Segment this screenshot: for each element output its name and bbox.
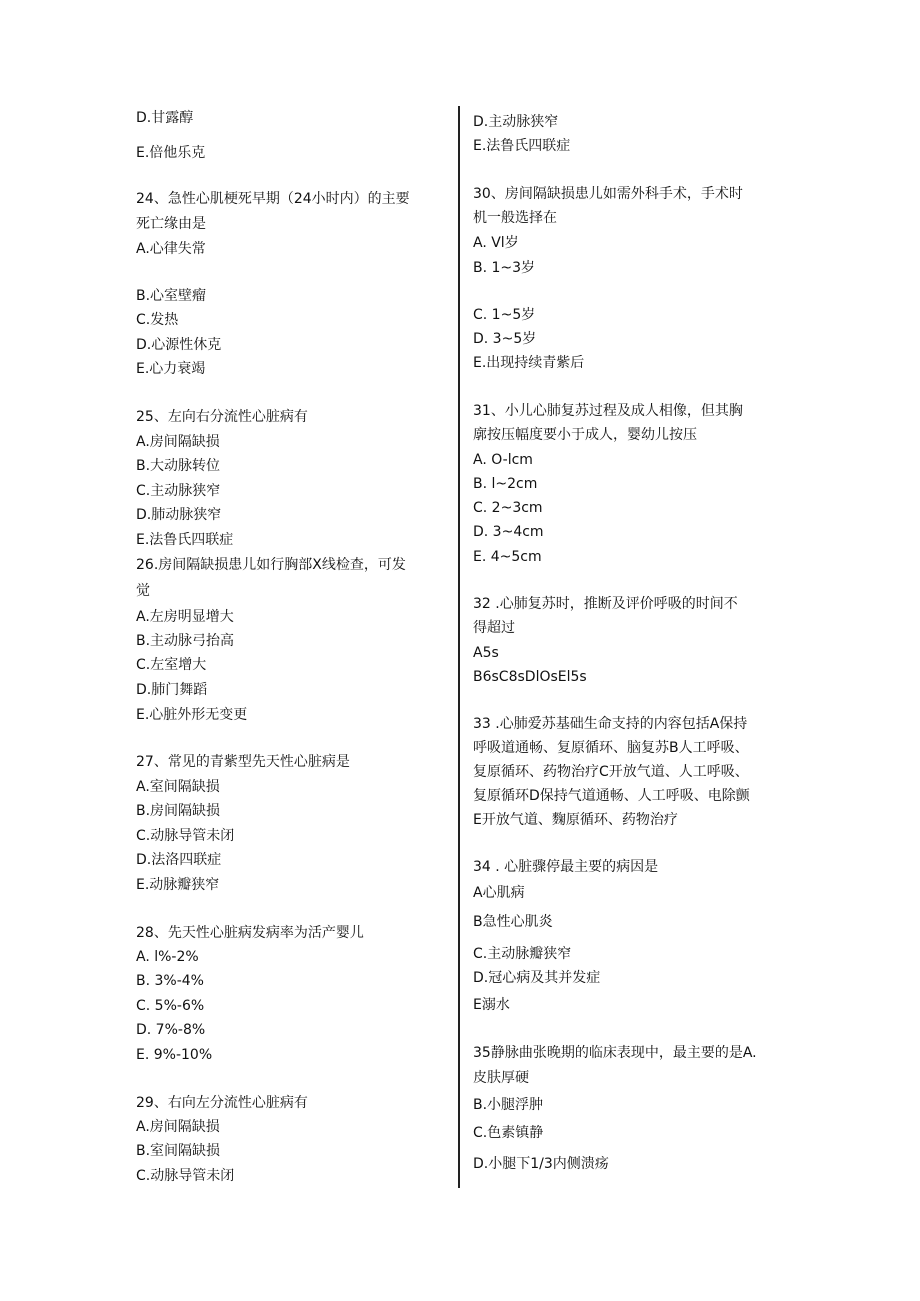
text-line: 廓按压幅度要小于成人，婴幼儿按压 <box>473 427 697 443</box>
text-line: 死亡缘由是 <box>136 216 206 232</box>
text-line: A. l%-2% <box>136 949 199 965</box>
text-line: B.小腿浮肿 <box>473 1097 544 1113</box>
text-line: C. 1~5岁 <box>473 307 536 323</box>
text-line: A.心律失常 <box>136 241 206 257</box>
text-line: E.出现持续青紫后 <box>473 355 585 371</box>
text-line: 皮肤厚硬 <box>473 1070 529 1086</box>
text-line: D. 7%-8% <box>136 1022 206 1038</box>
text-line: E. 4~5cm <box>473 549 542 565</box>
text-line: 33 .心肺爱苏基础生命支持的内容包括A保持 <box>473 716 748 732</box>
text-line: A.室间隔缺损 <box>136 779 220 795</box>
text-line: B6sC8sDlOsEl5s <box>473 669 587 685</box>
text-line: B.室间隔缺损 <box>136 1143 221 1159</box>
text-line: B.主动脉弓抬高 <box>136 633 235 649</box>
text-line: D.肺动脉狭窄 <box>136 507 222 523</box>
text-line: E溺水 <box>473 997 510 1013</box>
column-divider <box>458 106 460 1188</box>
text-line: C.主动脉狭窄 <box>136 483 221 499</box>
text-line: C.动脉导管未闭 <box>136 1168 235 1184</box>
text-line: C. 5%-6% <box>136 998 205 1014</box>
text-line: 30、房间隔缺损患儿如需外科手术，手术时 <box>473 186 743 202</box>
text-line: B急性心肌炎 <box>473 914 553 930</box>
text-line: E.法鲁氏四联症 <box>473 138 571 154</box>
text-line: A.左房明显增大 <box>136 609 234 625</box>
text-line: D.冠心病及其并发症 <box>473 970 601 986</box>
text-line: 呼吸道通畅、复原循环、脑复苏B人工呼吸、 <box>473 740 749 756</box>
text-line: 得超过 <box>473 620 515 636</box>
text-line: 机一般选择在 <box>473 210 557 226</box>
text-line: 34 . 心脏骤停最主要的病因是 <box>473 859 659 875</box>
text-line: C.发热 <box>136 312 179 328</box>
text-line: 复原循环D保持气道通畅、人工呼吸、电除颤 <box>473 788 750 804</box>
text-line: 27、常见的青紫型先天性心脏病是 <box>136 754 350 770</box>
text-line: B. l~2cm <box>473 476 538 492</box>
text-line: A.房间隔缺损 <box>136 434 220 450</box>
text-line: B.房间隔缺损 <box>136 803 221 819</box>
text-line: C.左室增大 <box>136 657 207 673</box>
text-line: B. 1~3岁 <box>473 260 536 276</box>
text-line: D.甘露醇 <box>136 110 194 126</box>
text-line: 复原循环、药物治疗C开放气道、人工呼吸、 <box>473 764 749 780</box>
text-line: D.小腿下1/3内侧溃疡 <box>473 1156 609 1172</box>
text-line: A. Vl岁 <box>473 235 519 251</box>
text-line: D.主动脉狭窄 <box>473 114 559 130</box>
text-line: B.大动脉转位 <box>136 458 221 474</box>
text-line: C.色素镇静 <box>473 1125 544 1141</box>
text-line: 25、左向右分流性心脏病有 <box>136 409 308 425</box>
text-line: E.心力衰竭 <box>136 361 206 377</box>
text-line: A.房间隔缺损 <box>136 1119 220 1135</box>
text-line: 32 .心肺复苏时，推断及评价呼吸的时间不 <box>473 596 738 612</box>
text-line: E.动脉瓣狭窄 <box>136 877 220 893</box>
text-line: D.心源性休克 <box>136 337 222 353</box>
text-line: C.动脉导管未闭 <box>136 828 235 844</box>
text-line: 29、右向左分流性心脏病有 <box>136 1095 308 1111</box>
text-line: 24、急性心肌梗死早期（24小时内）的主要 <box>136 191 410 207</box>
text-line: D.法洛四联症 <box>136 852 222 868</box>
text-line: 28、先天性心脏病发病率为活产婴儿 <box>136 925 364 941</box>
text-line: 35静脉曲张晚期的临床表现中，最主要的是A. <box>473 1045 757 1061</box>
text-line: A5s <box>473 645 499 661</box>
text-line: C. 2~3cm <box>473 500 543 516</box>
text-line: A. O-lcm <box>473 452 533 468</box>
text-line: D. 3~4cm <box>473 524 544 540</box>
text-line: 31、小儿心肺复苏过程及成人相像，但其胸 <box>473 403 743 419</box>
text-line: 26.房间隔缺损患儿如行胸部X线检查，可发 <box>136 557 406 573</box>
text-line: B.心室壁瘤 <box>136 288 207 304</box>
text-line: E开放气道、麴原循环、药物治疗 <box>473 812 678 828</box>
text-line: E.心脏外形无变更 <box>136 707 248 723</box>
text-line: E. 9%-10% <box>136 1047 213 1063</box>
text-line: B. 3%-4% <box>136 973 204 989</box>
text-line: E.法鲁氏四联症 <box>136 532 234 548</box>
text-line: D. 3~5岁 <box>473 331 537 347</box>
text-line: E.倍他乐克 <box>136 145 206 161</box>
text-line: 觉 <box>136 583 150 599</box>
text-line: D.肺门舞蹈 <box>136 682 208 698</box>
text-line: A心肌病 <box>473 885 525 901</box>
text-line: C.主动脉瓣狭窄 <box>473 946 572 962</box>
